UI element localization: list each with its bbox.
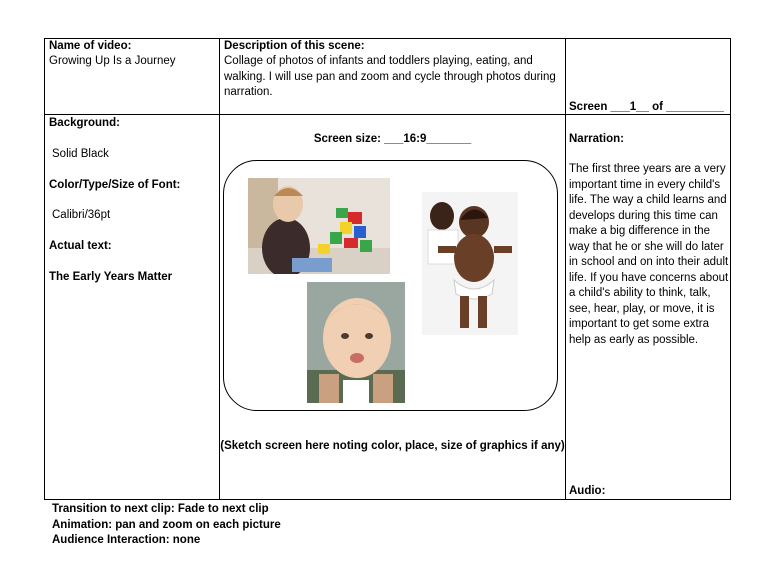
actual-text-value: The Early Years Matter (49, 271, 173, 283)
table-border-top (44, 38, 731, 39)
table-divider-1 (219, 38, 220, 500)
table-border-right (730, 38, 731, 500)
toddler-walking-photo (422, 192, 518, 335)
transition-note: Transition to next clip: Fade to next clip (52, 503, 269, 515)
table-border-bottom (44, 499, 731, 500)
video-name-value: Growing Up Is a Journey (49, 55, 176, 67)
background-value: Solid Black (52, 148, 109, 160)
video-name-label: Name of video: (49, 40, 132, 52)
background-label: Background: (49, 117, 120, 129)
screen-counter: Screen ___1__ of _________ (569, 101, 724, 113)
font-label: Color/Type/Size of Font: (49, 179, 181, 191)
table-divider-2 (565, 38, 566, 500)
scene-description-value: Collage of photos of infants and toddlers playing, eating, and walking. I will use pan and zoom and cycle through photos during narration. (224, 55, 556, 98)
sketch-note: (Sketch screen here noting color, place, size of graphics if any) (220, 440, 565, 452)
narration-label: Narration: (569, 133, 624, 145)
audio-label: Audio: (569, 485, 606, 497)
table-border-left (44, 38, 45, 500)
screen-size: Screen size: ___16:9_______ (313, 133, 472, 145)
baby-playing-blocks-photo (248, 178, 390, 274)
actual-text-label: Actual text: (49, 240, 112, 252)
scene-description-label: Description of this scene: (224, 40, 365, 52)
animation-note: Animation: pan and zoom on each picture (52, 519, 281, 531)
font-value: Calibri/36pt (52, 209, 111, 221)
audience-interaction-note: Audience Interaction: none (52, 534, 201, 546)
baby-eating-photo (307, 282, 405, 403)
narration-text: The first three years are a very important time in every child's life. The way a child learns and develops during this time can make a big difference in the way that he or she will do later in school and on into their adult life. If you have concerns about a child's ability to think, talk, see, hear, play, or move, it is important to get some extra help as early as possible. (569, 163, 729, 346)
